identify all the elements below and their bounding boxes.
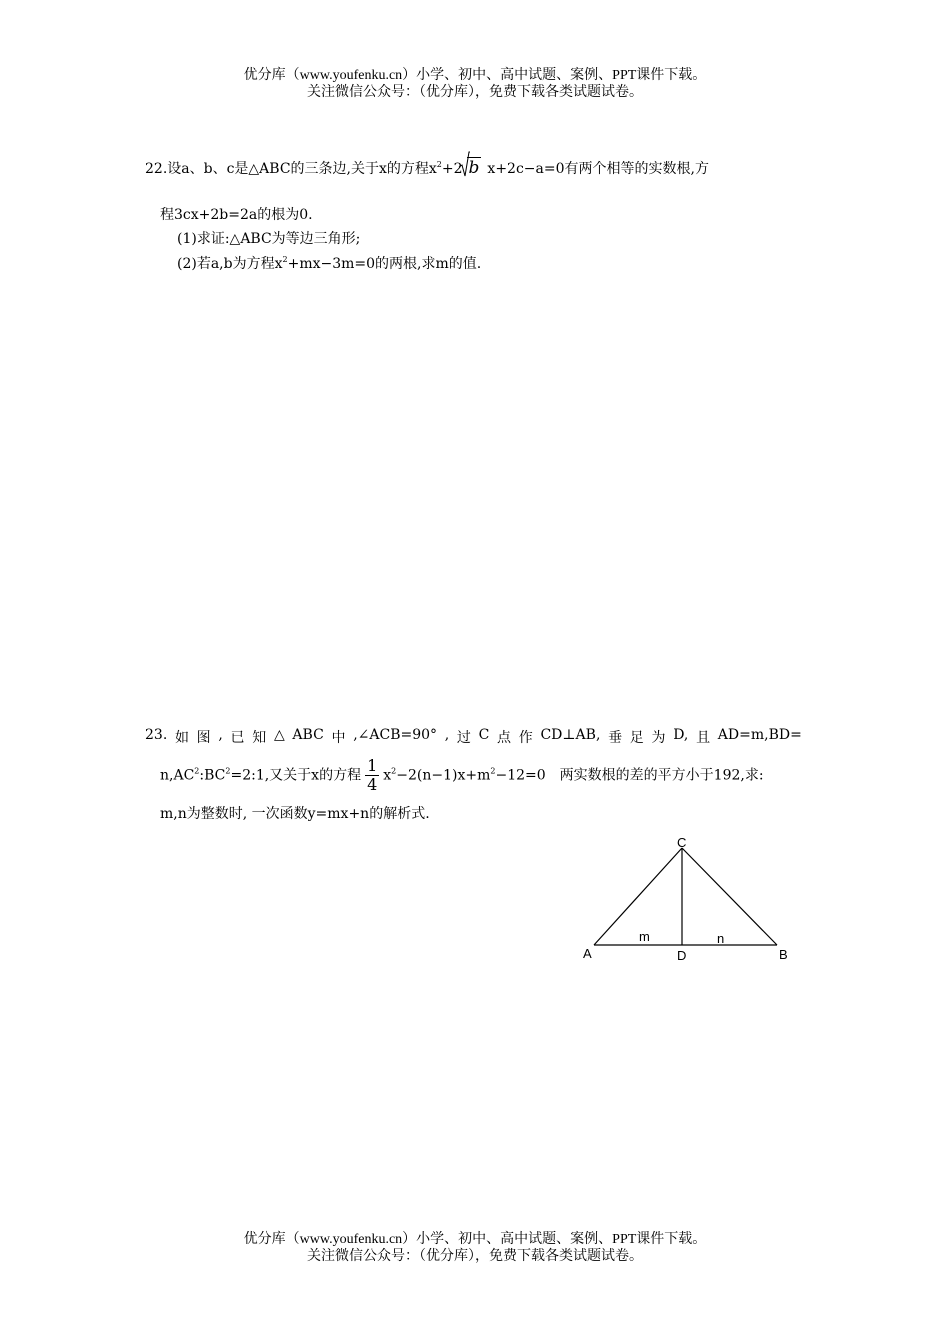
header-line-1: 优分库（www.youfenku.cn）小学、初中、高中试题、案例、PPT课件下载。 bbox=[243, 68, 707, 83]
q23-line-1-token: 点 bbox=[497, 730, 512, 746]
radical-sign-icon bbox=[458, 151, 470, 179]
q23-line-1-token: △ bbox=[273, 727, 285, 743]
label-m: m bbox=[639, 929, 650, 944]
q22-part-1: (1)求证:△ABC为等边三角形; bbox=[177, 231, 361, 247]
q23-line-1-token: 如 bbox=[174, 730, 189, 746]
q23-line-3: m,n为整数时, 一次函数y=mx+n的解析式. bbox=[160, 806, 430, 822]
q23-line-1-token: ABC bbox=[292, 727, 324, 743]
page-header bbox=[0, 67, 950, 101]
q23-line-2: $n,AC^2:BC^2=2:1$,又关于x的方程 $\frac{1}{4}$ $x^2-2(n-1)x+m^2-12=0$ 两实数根的差的平方小于192,求: bbox=[160, 756, 764, 794]
page-footer bbox=[0, 1231, 950, 1265]
fraction-one-quarter: $\frac{1}{4}$ bbox=[367, 756, 378, 794]
q23-line-1-token: 作 bbox=[518, 730, 533, 746]
q23-line-1-token: ,∠ACB=90° bbox=[353, 727, 438, 743]
label-d: D bbox=[677, 948, 687, 963]
q23-line-1-token: 中 bbox=[331, 730, 346, 746]
footer-line-2: 关注微信公众号：（优分库），免费下载各类试题试卷。 bbox=[307, 1249, 643, 1264]
q22-part-2: (2)若a,b为方程$x^2+mx-3m=0$的两根,求m的值. bbox=[177, 255, 482, 272]
q22-line-2: 程3cx+2b=2a的根为0. bbox=[160, 207, 313, 223]
label-n: n bbox=[717, 931, 725, 946]
q23-line-1-token: 过 bbox=[456, 730, 471, 746]
label-a: A bbox=[583, 946, 592, 961]
q22-line-1: 22.设a、b、c是△ABC的三条边,关于x的方程$x^2+2$ b x+2c−a=0有两个相等的实数根,方 bbox=[145, 158, 709, 178]
sqrt-b: b bbox=[467, 158, 482, 178]
q23-line-1-token: 图 bbox=[196, 730, 211, 746]
q23-line-1 bbox=[145, 727, 802, 747]
q23-line-1-token: C bbox=[478, 727, 490, 743]
side-bc bbox=[682, 848, 777, 945]
q23-line-1-token: 已 bbox=[230, 730, 245, 746]
q23-line-1-token: 为 bbox=[651, 730, 666, 746]
q23-line-1-token: CD⊥AB, bbox=[540, 727, 601, 743]
q23-line-1-token: 且 bbox=[696, 730, 711, 746]
label-c: C bbox=[677, 835, 687, 850]
q23-line-1-token: 知 bbox=[252, 730, 267, 746]
q23-line-1-token: , bbox=[444, 727, 450, 743]
q23-line-1-token: AD=m,BD= bbox=[717, 727, 802, 743]
side-ac bbox=[594, 848, 682, 945]
footer-line-1: 优分库（www.youfenku.cn）小学、初中、高中试题、案例、PPT课件下载。 bbox=[243, 1232, 707, 1247]
triangle-figure bbox=[570, 830, 810, 970]
header-line-2: 关注微信公众号：（优分库），免费下载各类试题试卷。 bbox=[307, 85, 643, 100]
q23-line-1-token: 垂 bbox=[608, 730, 623, 746]
label-b: B bbox=[779, 947, 788, 962]
q23-line-1-token: 足 bbox=[629, 730, 644, 746]
q23-line-1-token: 23. bbox=[145, 727, 168, 743]
q23-line-1-token: , bbox=[218, 727, 223, 743]
q23-line-1-token: D, bbox=[673, 727, 689, 743]
